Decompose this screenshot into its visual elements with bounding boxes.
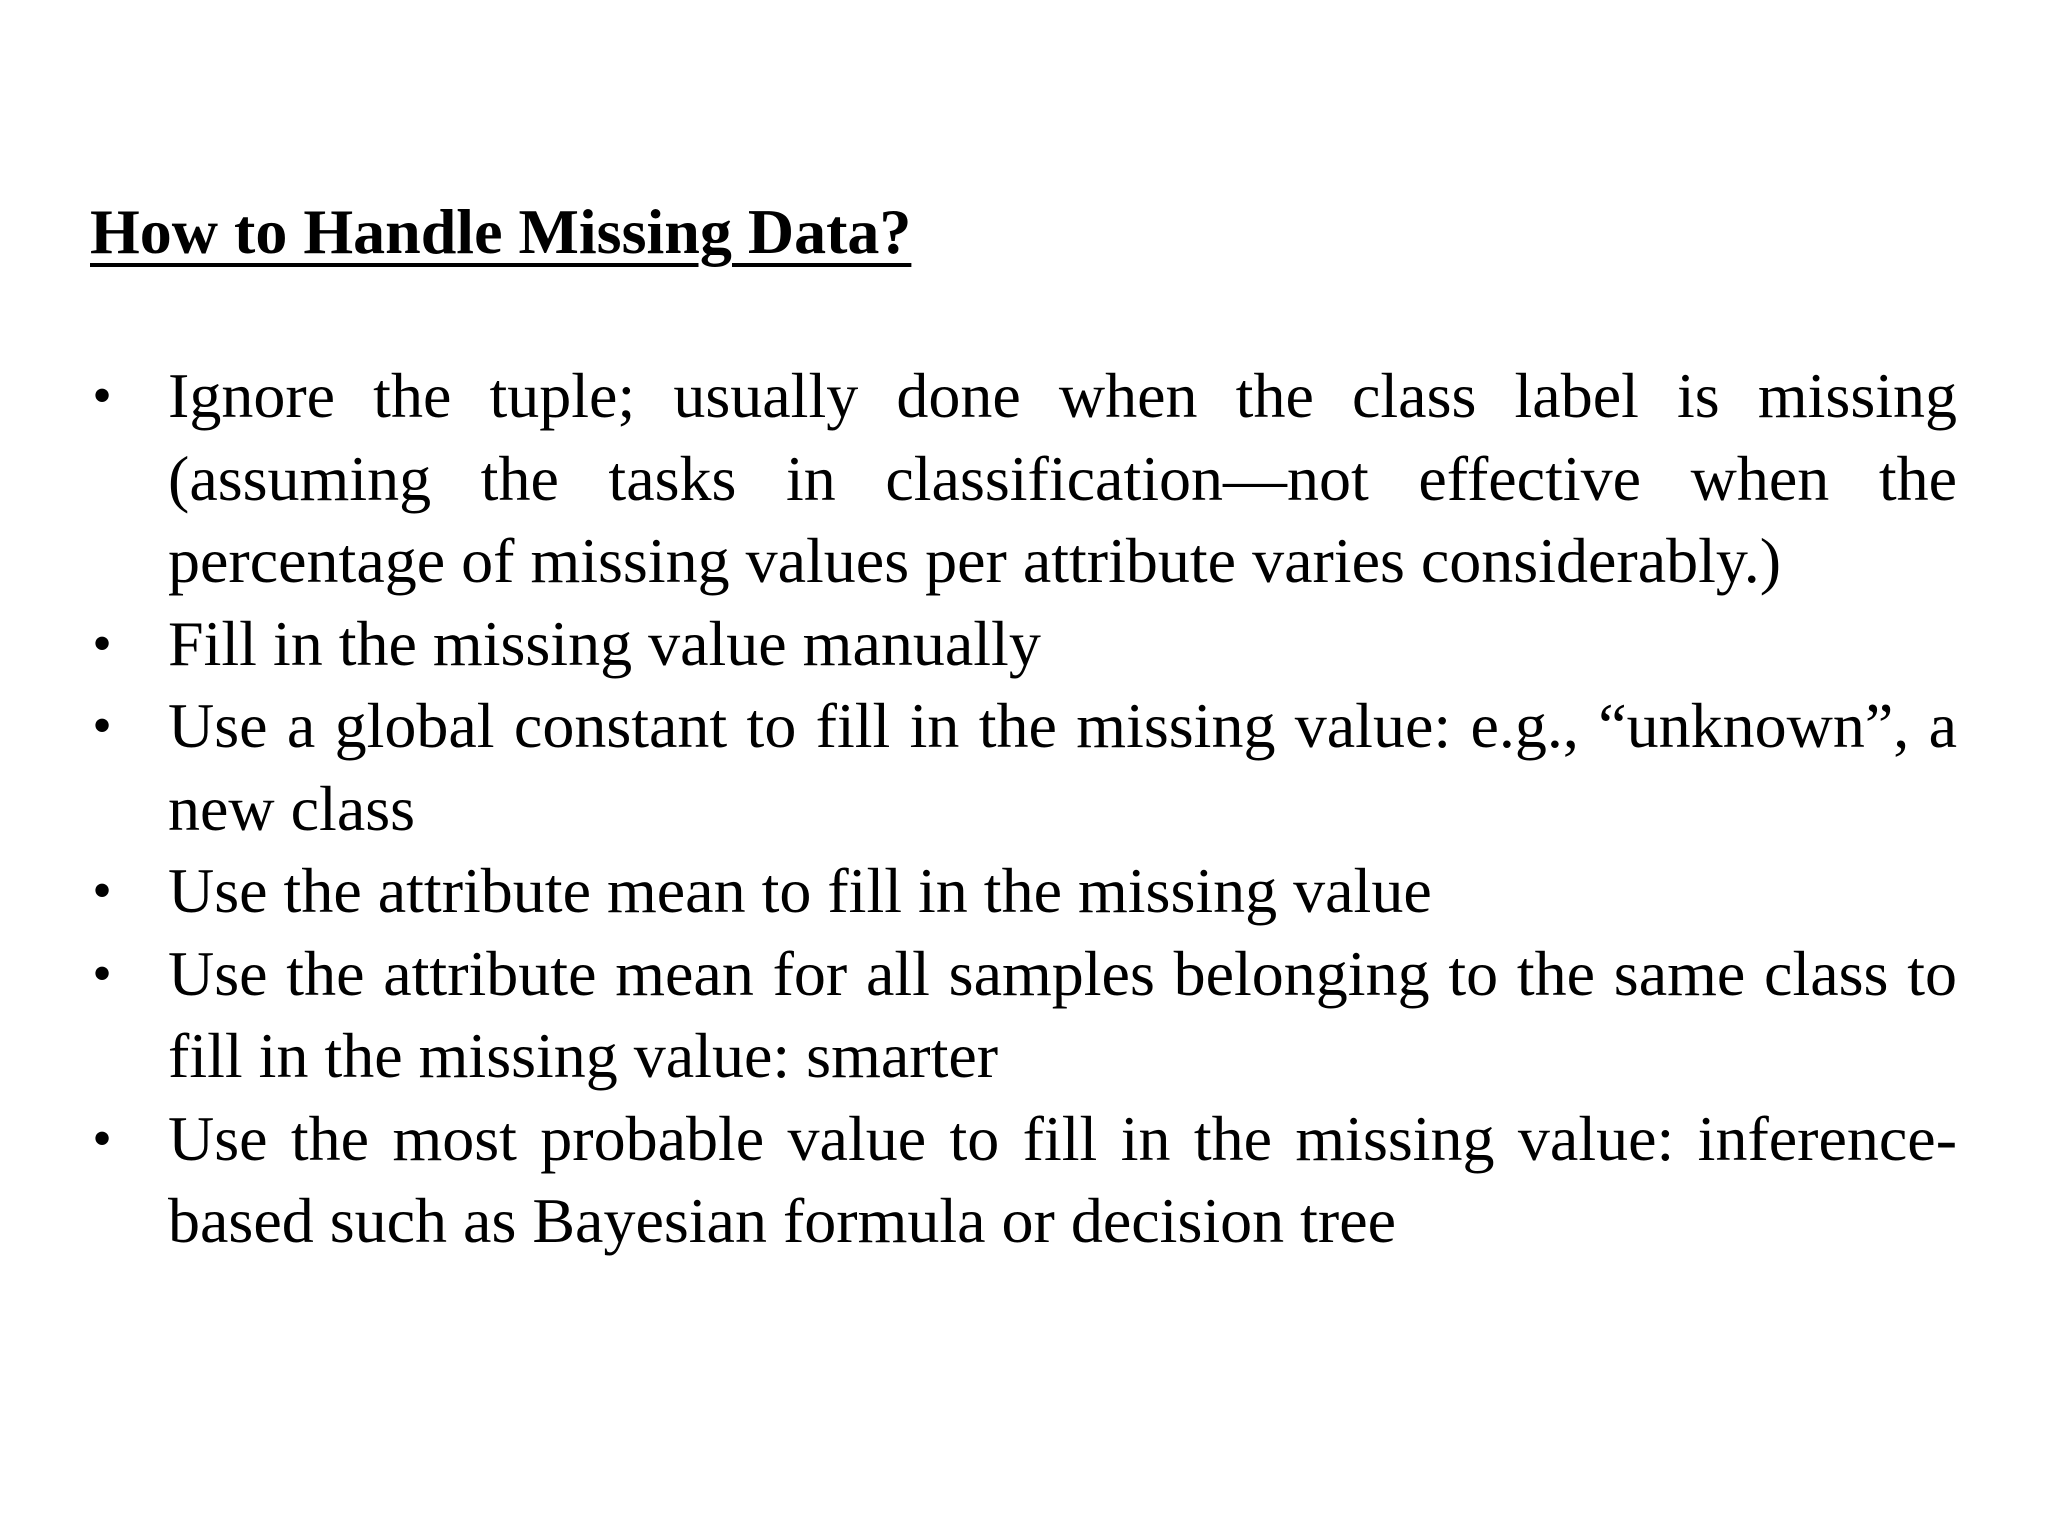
bullet-item-6 <box>82 1098 1957 1263</box>
bullet-icon: • <box>92 942 112 1005</box>
bullet-text: Use the attribute mean to fill in the missing value <box>168 855 1432 926</box>
bullet-list <box>82 355 1957 1263</box>
bullet-item-2 <box>82 603 1957 686</box>
bullet-icon: • <box>92 1107 112 1170</box>
bullet-icon: • <box>92 612 112 675</box>
bullet-item-3 <box>82 685 1957 850</box>
bullet-text: Fill in the missing value manually <box>168 607 1041 679</box>
bullet-text: Ignore the tuple; usually done when the class label is missing (assuming the tasks in classification—not effective when the percentage of missing values per attribute varies considerably.) <box>168 360 1957 596</box>
bullet-text: Use the attribute mean for all samples belonging to the same class to fill in the missing value: smarter <box>168 937 1957 1091</box>
bullet-icon: • <box>92 695 112 757</box>
bullet-item-4 <box>82 850 1957 933</box>
bullet-item-5 <box>82 933 1957 1098</box>
bullet-icon: • <box>92 365 112 427</box>
bullet-item-1 <box>82 355 1957 603</box>
bullet-text: Use the most probable value to fill in the missing value: inference-based such as Bayesian formula or decision tree <box>168 1102 1957 1256</box>
slide-title: How to Handle Missing Data? <box>90 196 912 267</box>
bullet-text: Use a global constant to fill in the missing value: e.g., “unknown”, a new class <box>168 690 1957 844</box>
bullet-icon: • <box>92 860 112 922</box>
